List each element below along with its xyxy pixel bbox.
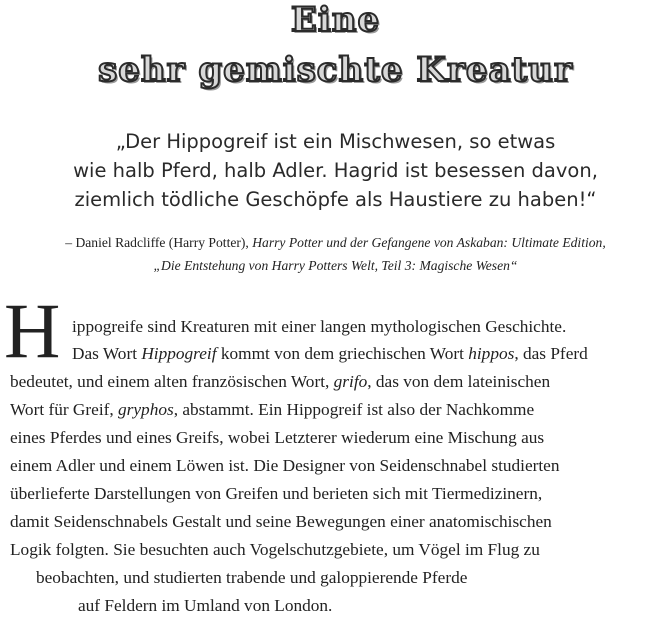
drop-cap: H: [4, 287, 61, 374]
title-line-2: sehr gemischte Kreatur: [98, 50, 573, 90]
italic-term: Hippogreif: [141, 344, 217, 363]
body-line: damit Seidenschnabels Gestalt und seine Bewegungen einer anatomischischen: [10, 512, 552, 531]
quote-line: „Der Hippogreif ist ein Mischwesen, so etwas: [115, 130, 556, 153]
body-line: ippogreife sind Kreaturen mit einer langen mythologischen Geschichte.: [72, 317, 567, 336]
body-line: bedeutet, und einem alten französischen Wort, grifo, das von dem lateinischen: [10, 372, 551, 391]
quote-line: ziemlich tödliche Geschöpfe als Haustiere zu haben!“: [74, 188, 597, 211]
quote-line: wie halb Pferd, halb Adler. Hagrid ist besessen davon,: [73, 159, 598, 182]
attribution-author: – Daniel Radcliffe (Harry Potter),: [65, 235, 253, 250]
body-line: Logik folgten. Sie besuchten auch Vogelschutzgebiete, um Vögel im Flug zu: [10, 540, 540, 559]
body-line: einem Adler und einem Löwen ist. Die Designer von Seidenschnabel studierten: [10, 456, 560, 475]
title-line-1: Eine: [290, 0, 381, 40]
body-line: beobachten, und studierten trabende und galoppierende Pferde: [36, 568, 468, 587]
body-line: auf Feldern im Umland von London.: [78, 596, 333, 615]
attribution-source-detail: „Die Entstehung von Harry Potters Welt, Teil 3: Magische Wesen“: [153, 258, 518, 273]
italic-term: grifo: [333, 372, 368, 391]
attribution-source: Harry Potter und der Gefangene von Askaban: Ultimate Edition,: [252, 235, 606, 250]
pull-quote: [20, 127, 651, 214]
italic-term: gryphos: [118, 400, 174, 419]
quote-attribution: [8, 231, 663, 277]
italic-term: hippos: [468, 344, 515, 363]
body-line: überlieferte Darstellungen von Greifen und berieten sich mit Tiermedizinern,: [10, 484, 543, 503]
body-line: eines Pferdes und eines Greifs, wobei Letzterer wiederum eine Mischung aus: [10, 428, 545, 447]
body-line: Das Wort Hippogreif kommt von dem griechischen Wort hippos, das Pferd: [72, 344, 588, 363]
body-line: Wort für Greif, gryphos, abstammt. Ein Hippogreif ist also der Nachkomme: [10, 400, 535, 419]
